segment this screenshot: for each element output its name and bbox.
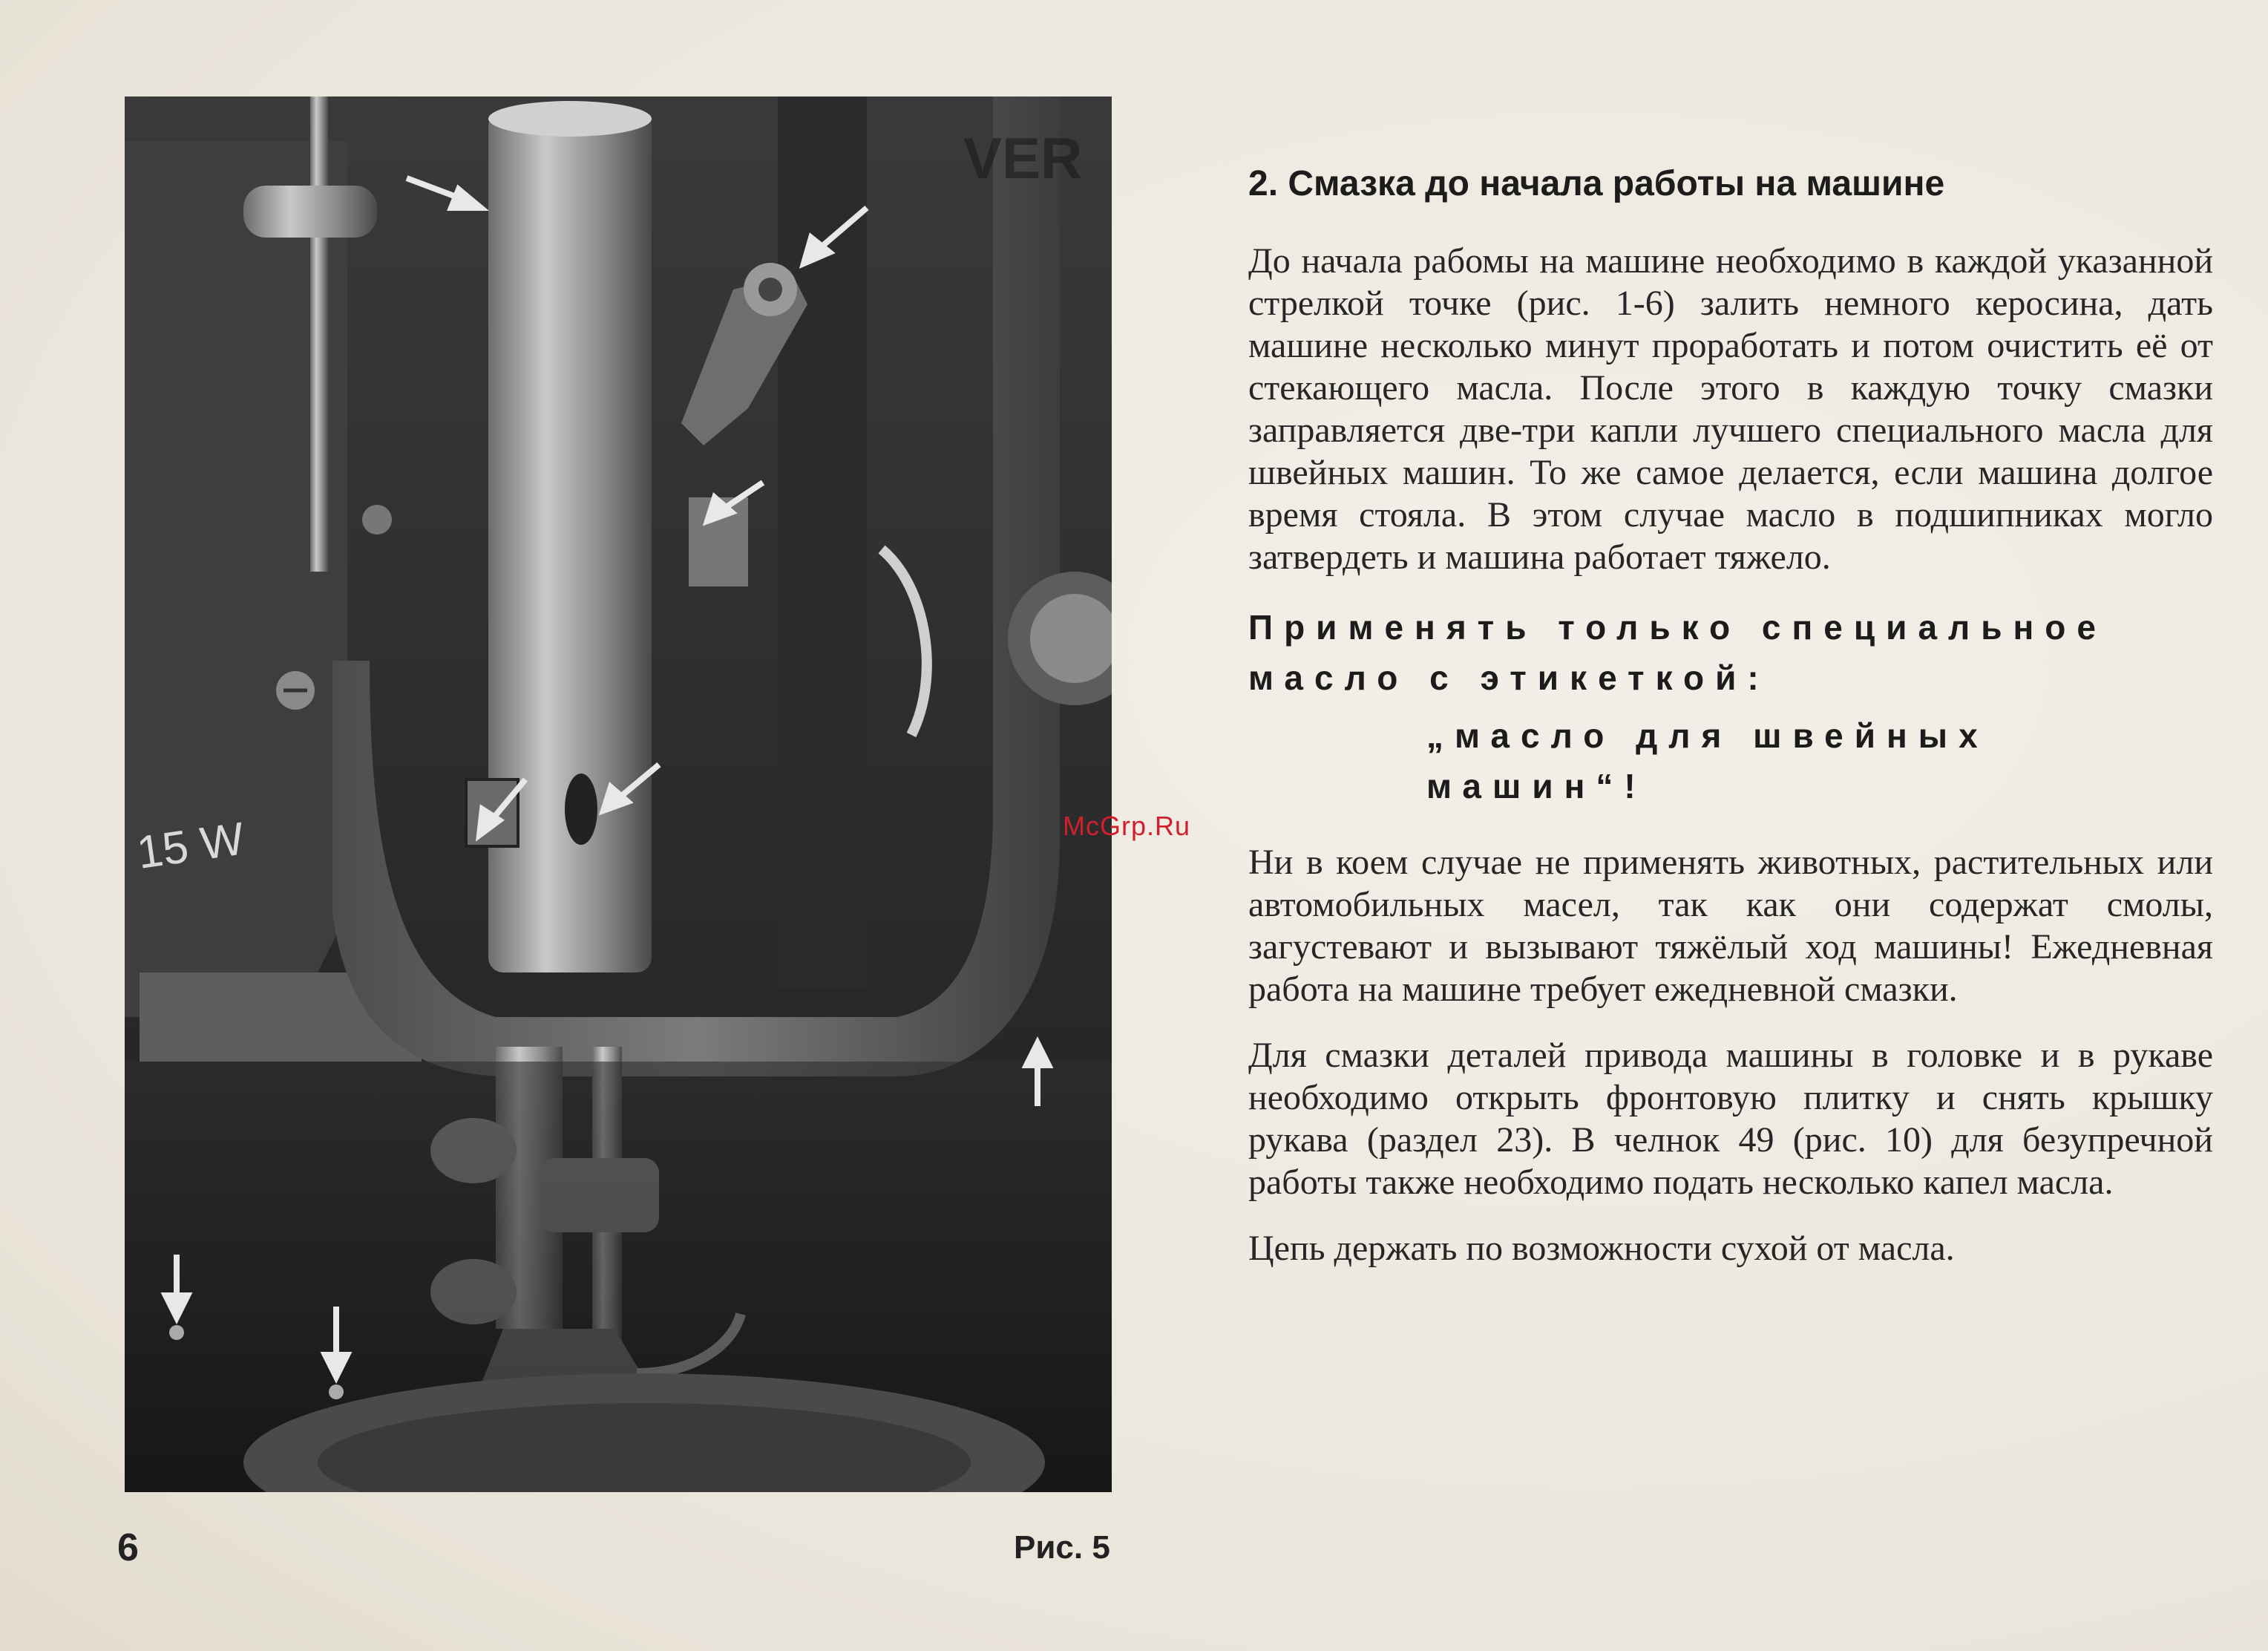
sewing-machine-illustration (125, 97, 1112, 1492)
page-number: 6 (117, 1526, 139, 1569)
text-column (1248, 163, 2213, 1293)
paragraph-4: Цепь держать по возможности сухой от масла. (1248, 1229, 1955, 1268)
section-title: 2. Смазка до начала работы на машине (1248, 164, 1945, 203)
paragraph-1: До начала рабомы на машине необходимо в каждой указанной стрелкой точке (рис. 1-6) залить немного керосина, дать машине несколько минут проработать и потом очистить её от стекающего масла. После этого в каждую точку смазки заправляется две-три капли лучшего специального масла для швейных машин. То же самое делается, если машина долгое время стояла. В этом случае масло в подшипниках могло затвердеть и машина работает тяжело. (1248, 241, 2213, 577)
watermark-text: McGrp.Ru (1063, 811, 1191, 841)
figure-caption: Рис. 5 (1014, 1529, 1110, 1566)
paragraph-2: Ни в коем случае не применять животных, растительных или автомобильных масел, так как они содержат смолы, загустевают и вызывают тяжёлый ход машины! Ежедневная работа на машине требует ежедневной смазки. (1248, 843, 2213, 1009)
warning-quote: „масло для швейных машин“! (1426, 716, 1989, 805)
model-label: 15 W (134, 813, 248, 879)
sewing-machine-photo (125, 97, 1112, 1492)
warning-line: Применять только специальное масло с этикеткой: (1248, 608, 2107, 697)
brand-fragment: VER (963, 125, 1083, 191)
paragraph-3: Для смазки деталей привода машины в головке и в рукаве необходимо открыть фронтовую плитку и снять крышку рукава (раздел 23). В челнок 49 (рис. 10) для безупречной работы также необходимо подать несколько капел масла. (1248, 1036, 2213, 1202)
